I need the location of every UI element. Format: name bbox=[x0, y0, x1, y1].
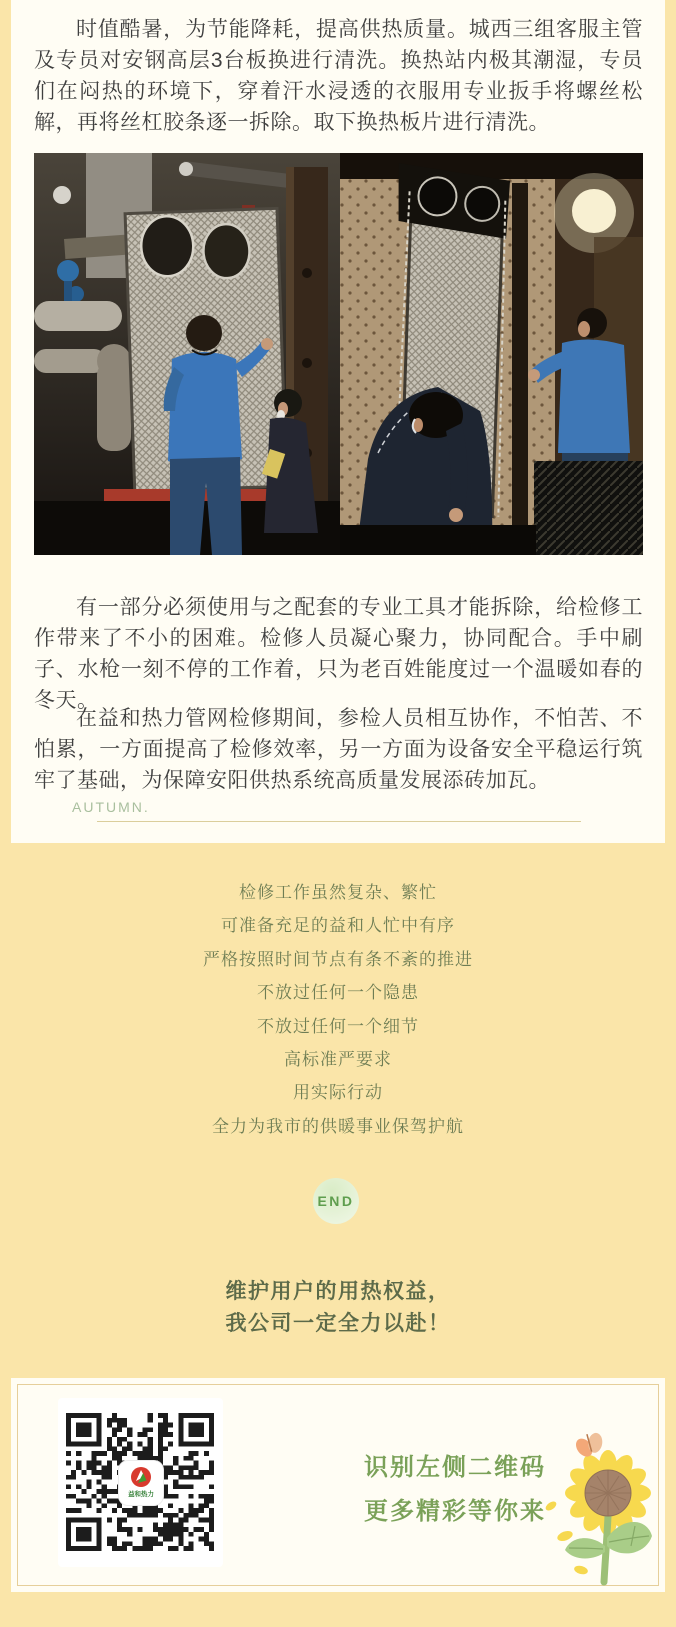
footer-card bbox=[11, 1378, 665, 1592]
slogan-line: 严格按照时间节点有条不紊的推进 bbox=[203, 949, 473, 969]
slogan-line: 不放过任何一个细节 bbox=[257, 1016, 419, 1036]
article-photo[interactable] bbox=[34, 153, 643, 555]
article-paragraph: 在益和热力管网检修期间，参检人员相互协作，不怕苦、不怕累，一方面提高了检修效率，另一方面为设备安全平稳运行筑牢了基础，为保障安阳供热系统高质量发展添砖加瓦。 bbox=[34, 707, 643, 792]
cta-line: 识别左侧二维码 bbox=[364, 1454, 546, 1481]
article-paragraph: 时值酷暑，为节能降耗，提高供热质量。城西三组客服主管及专员对安钢高层3台板换进行清洗。换热站内极其潮湿，专员们在闷热的环境下，穿着汗水浸透的衣服用专业扳手将螺丝松解，再将丝杠胶条逐一拆除。取下换热板片进行清洗。 bbox=[34, 18, 643, 134]
slogan-line: 可准备充足的益和人忙中有序 bbox=[221, 916, 455, 936]
slogan-line: 高标准严要求 bbox=[284, 1050, 392, 1070]
article-paragraph: 有一部分必须使用与之配套的专业工具才能拆除，给检修工作带来了不小的困难。检修人员凝心聚力，协同配合。手中刷子、水枪一刻不停的工作着，只为老百姓能度过一个温暖如春的冬天。 bbox=[34, 596, 643, 712]
pledge-text bbox=[0, 1276, 676, 1340]
pledge-line: 维护用户的用热权益， bbox=[225, 1280, 451, 1303]
article-card bbox=[11, 0, 665, 843]
section-divider-line bbox=[97, 821, 581, 822]
slogan-line: 全力为我市的供暖事业保驾护航 bbox=[212, 1116, 464, 1136]
photo-left-panel bbox=[34, 153, 340, 555]
end-badge: END bbox=[313, 1178, 359, 1224]
qr-code[interactable] bbox=[58, 1398, 223, 1567]
slogan-line: 不放过任何一个隐患 bbox=[257, 983, 419, 1003]
photo-right-panel bbox=[340, 153, 643, 555]
yihe-emblem-icon bbox=[130, 1466, 152, 1488]
cta-line: 更多精彩等你来 bbox=[364, 1498, 546, 1525]
qr-logo-text: 益和热力 bbox=[127, 1491, 154, 1498]
sunflower-icon bbox=[537, 1388, 657, 1588]
autumn-label: AUTUMN. bbox=[72, 799, 150, 815]
pledge-line: 我公司一定全力以赴！ bbox=[225, 1312, 451, 1335]
slogan-line: 用实际行动 bbox=[293, 1083, 383, 1103]
yihe-heating-logo-icon bbox=[119, 1461, 163, 1505]
slogan-section bbox=[0, 876, 676, 1143]
slogan-line: 检修工作虽然复杂、繁忙 bbox=[239, 883, 437, 902]
